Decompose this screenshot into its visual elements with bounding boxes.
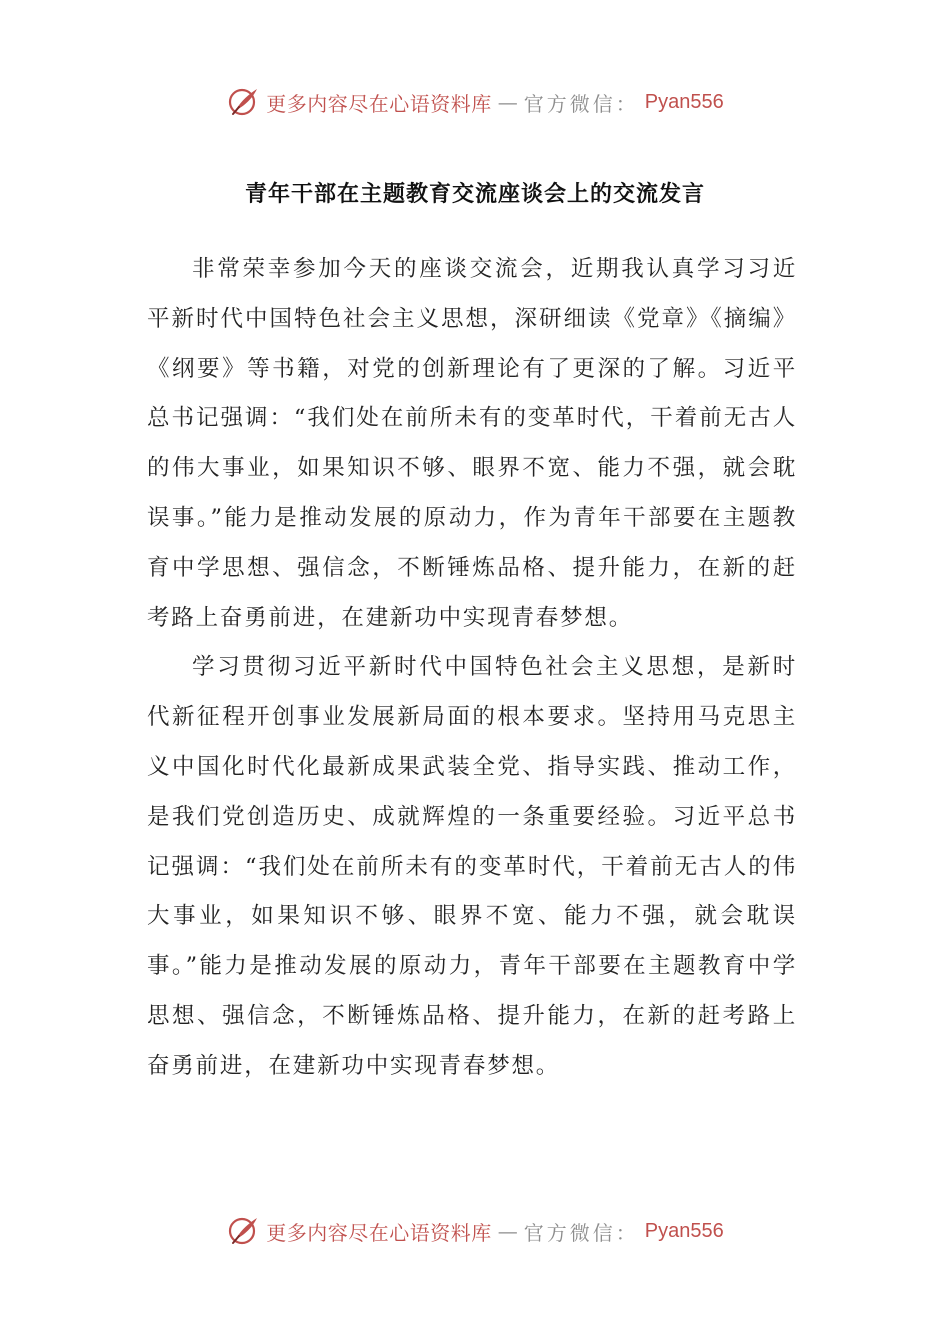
document-title: 青年干部在主题教育交流座谈会上的交流发言 <box>244 182 705 207</box>
footer-watermark <box>0 1211 950 1251</box>
watermark-wechat-id: Pyan556 <box>644 90 724 113</box>
watermark-site-text: 更多内容尽在心语资料库 <box>266 1220 492 1245</box>
quill-logo-icon <box>226 1214 260 1248</box>
watermark-site-text: 更多内容尽在心语资料库 <box>266 91 492 116</box>
document-body <box>147 245 797 1092</box>
paragraph-1: 非常荣幸参加今天的座谈交流会，近期我认真学习习近平新时代中国特色社会主义思想，深研细读《党章》《摘编》《纲要》等书籍，对党的创新理论有了更深的了解。习近平总书记强调：“我们处在前所未有的变革时代，干着前无古人的伟大事业，如果知识不够、眼界不宽、能力不强，就会耽误事。”能力是推动发展的原动力，作为青年干部要在主题教育中学思想、强信念，不断锤炼品格、提升能力，在新的赶考路上奋勇前进，在建新功中实现青春梦想。 <box>147 256 797 631</box>
watermark-dash: — <box>497 1219 518 1243</box>
paragraph-2: 学习贯彻习近平新时代中国特色社会主义思想，是新时代新征程开创事业发展新局面的根本要求。坚持用马克思主义中国化时代化最新成果武装全党、指导实践、推动工作，是我们党创造历史、成就辉煌的一条重要经验。习近平总书记强调：“我们处在前所未有的变革时代，干着前无古人的伟大事业，如果知识不够、眼界不宽、能力不强，就会耽误事。”能力是推动发展的原动力，青年干部要在主题教育中学思想、强信念，不断锤炼品格、提升能力，在新的赶考路上奋勇前进，在建新功中实现青春梦想。 <box>147 654 797 1079</box>
watermark-wechat-label: 官方微信： <box>523 91 639 116</box>
header-watermark <box>0 82 950 122</box>
quill-logo-icon <box>226 85 260 119</box>
watermark-wechat-id: Pyan556 <box>644 1219 724 1242</box>
watermark-wechat-label: 官方微信： <box>523 1220 639 1245</box>
watermark-dash: — <box>497 90 518 114</box>
